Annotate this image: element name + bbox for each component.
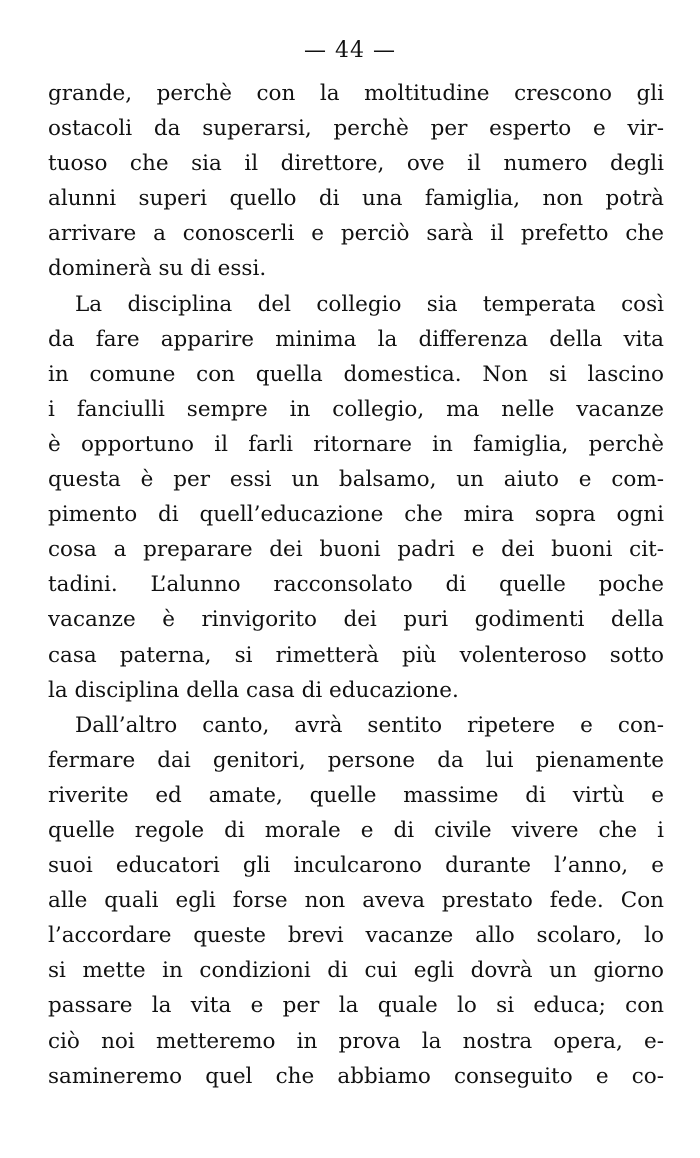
text-line: da fare apparire minima la differenza della vita	[48, 326, 664, 352]
text-line: dominerà su di essi.	[48, 256, 267, 282]
text-line: tuoso che sia il direttore, ove il numero degli	[48, 151, 664, 177]
text-line: quelle regole di morale e di civile vivere che i	[48, 817, 664, 843]
text-line: fermare dai genitori, persone da lui pienamente	[48, 747, 664, 773]
text-line: arrivare a conoscerli e perciò sarà il prefetto che	[48, 221, 664, 247]
text-line: grande, perchè con la moltitudine crescono gli	[48, 81, 664, 106]
text-line: in comune con quella domestica. Non si lascino	[48, 361, 664, 387]
text-line: la disciplina della casa di educazione.	[48, 677, 459, 703]
paragraph-start-line: Dall’altro canto, avrà sentito ripetere e con-	[75, 712, 664, 738]
text-line: cosa a preparare dei buoni padri e dei buoni cit-	[48, 537, 664, 563]
text-line: vacanze è rinvigorito dei puri godimenti della	[48, 607, 664, 633]
text-line: passare la vita e per la quale lo si educa; con	[48, 993, 664, 1019]
text-line: tadini. L’alunno racconsolato di quelle poche	[48, 572, 664, 598]
text-line: riverite ed amate, quelle massime di virtù e	[48, 782, 664, 808]
text-line: suoi educatori gli inculcarono durante l’anno, e	[48, 853, 664, 879]
paragraph-start-line: La disciplina del collegio sia temperata così	[75, 291, 664, 317]
text-line: questa è per essi un balsamo, un aiuto e com-	[48, 467, 664, 493]
text-line: alle quali egli forse non aveva prestato fede. Con	[48, 888, 664, 914]
text-line: pimento di quell’educazione che mira sopra ogni	[48, 502, 664, 528]
body-text	[48, 76, 664, 1094]
text-line: casa paterna, si rimetterà più volenteroso sotto	[48, 642, 664, 668]
page-number: — 44 —	[304, 38, 396, 63]
text-line: i fanciulli sempre in collegio, ma nelle vacanze	[48, 396, 664, 422]
text-line: samineremo quel che abbiamo conseguito e co-	[48, 1063, 664, 1089]
text-line: alunni superi quello di una famiglia, non potrà	[48, 186, 664, 212]
text-line: è opportuno il farli ritornare in famiglia, perchè	[48, 431, 664, 457]
text-line: si mette in condizioni di cui egli dovrà un giorno	[48, 958, 664, 984]
text-line: ciò noi metteremo in prova la nostra opera, e-	[48, 1028, 664, 1054]
text-line: ostacoli da superarsi, perchè per esperto e vir-	[48, 116, 664, 142]
text-line: l’accordare queste brevi vacanze allo scolaro, lo	[48, 923, 664, 949]
